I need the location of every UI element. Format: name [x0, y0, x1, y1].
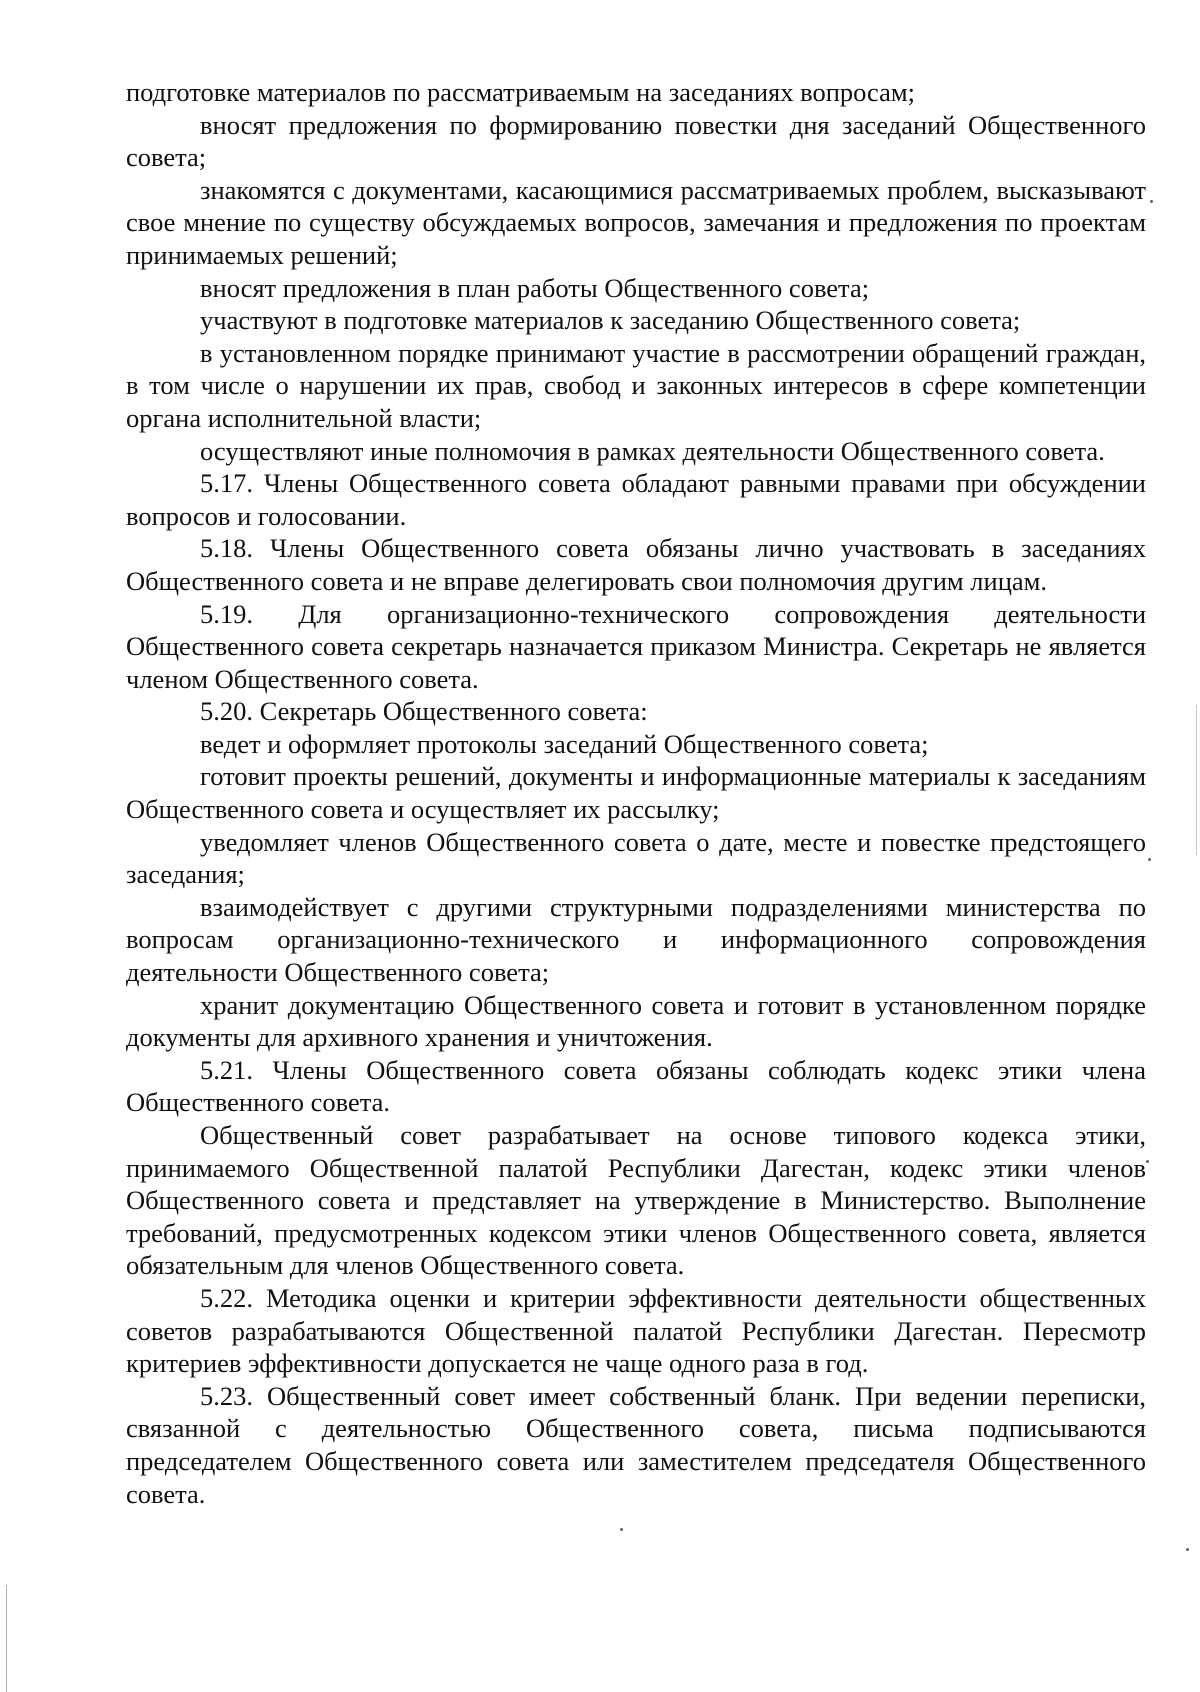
paragraph: уведомляет членов Общественного совета о дате, месте и повестке предстоящего заседания; [126, 826, 1146, 890]
paragraph: взаимодействует с другими структурными подразделениями министерства по вопросам организационно-технического и информационного сопровождения деятельности Общественного совета; [126, 891, 1146, 988]
paragraph: Общественный совет разрабатывает на основе типового кодекса этики, принимаемого Общественной палатой Республики Дагестан, кодекс этики членов Общественного совета и представляет на утверждение в Министерство. Выполнение требований, предусмотренных кодексом этики членов Общественного совета, является обязательным для членов Общественного совета. [126, 1120, 1146, 1281]
scan-speck [1148, 858, 1151, 861]
clause-5-18: 5.18. Члены Общественного совета обязаны лично участвовать в заседаниях Общественного совета и не вправе делегировать свои полномочия другим лицам. [126, 533, 1146, 596]
paragraph-continuation: подготовке материалов по рассматриваемым на заседаниях вопросам; [126, 77, 916, 107]
scan-speck [1150, 200, 1153, 203]
paragraph: участвуют в подготовке материалов к заседанию Общественного совета; [200, 305, 1021, 336]
scan-speck [620, 1528, 623, 1531]
scan-edge-mark [6, 1585, 7, 1692]
paragraph: вносят предложения в план работы Общественного совета; [200, 272, 870, 303]
paragraph: осуществляют иные полномочия в рамках деятельности Общественного совета. [200, 435, 1105, 466]
clause-5-23: 5.23. Общественный совет имеет собственный бланк. При ведении переписки, связанной с деятельностью Общественного совета, письма подписываются председателем Общественного совета или заместителем председателя Общественного совета. [126, 1380, 1146, 1509]
scan-speck [1146, 1160, 1149, 1163]
paragraph: в установленном порядке принимают участие в рассмотрении обращений граждан, в том числе о нарушении их прав, свобод и законных интересов в сфере компетенции органа исполнительной власти; [126, 337, 1146, 433]
document-body [126, 76, 1146, 1510]
paragraph: ведет и оформляет протоколы заседаний Общественного совета; [200, 728, 929, 759]
clause-5-17: 5.17. Члены Общественного совета обладают равными правами при обсуждении вопросов и голосовании. [126, 468, 1146, 531]
paragraph: знакомятся с документами, касающимися рассматриваемых проблем, высказывают свое мнение по существу обсуждаемых вопросов, замечания и предложения по проектам принимаемых решений; [126, 174, 1146, 270]
clause-5-22: 5.22. Методика оценки и критерии эффективности деятельности общественных советов разрабатываются Общественной палатой Республики Дагестан. Пересмотр критериев эффективности допускается не чаще одного раза в год. [126, 1282, 1146, 1379]
paragraph: хранит документацию Общественного совета и готовит в установленном порядке документы для архивного хранения и уничтожения. [126, 989, 1146, 1053]
paragraph: готовит проекты решений, документы и информационные материалы к заседаниям Общественного совета и осуществляет их рассылку; [126, 761, 1146, 825]
paragraph: вносят предложения по формированию повестки дня заседаний Общественного совета; [126, 109, 1146, 173]
clause-5-21: 5.21. Члены Общественного совета обязаны соблюдать кодекс этики члена Общественного совета. [126, 1054, 1146, 1118]
clause-5-20: 5.20. Секретарь Общественного совета: [200, 696, 648, 727]
clause-5-19: 5.19. Для организационно-технического сопровождения деятельности Общественного совета секретарь назначается приказом Министра. Секретарь не является членом Общественного совета. [126, 598, 1146, 694]
scan-edge-mark [1196, 705, 1197, 855]
scan-speck [1186, 1548, 1189, 1551]
